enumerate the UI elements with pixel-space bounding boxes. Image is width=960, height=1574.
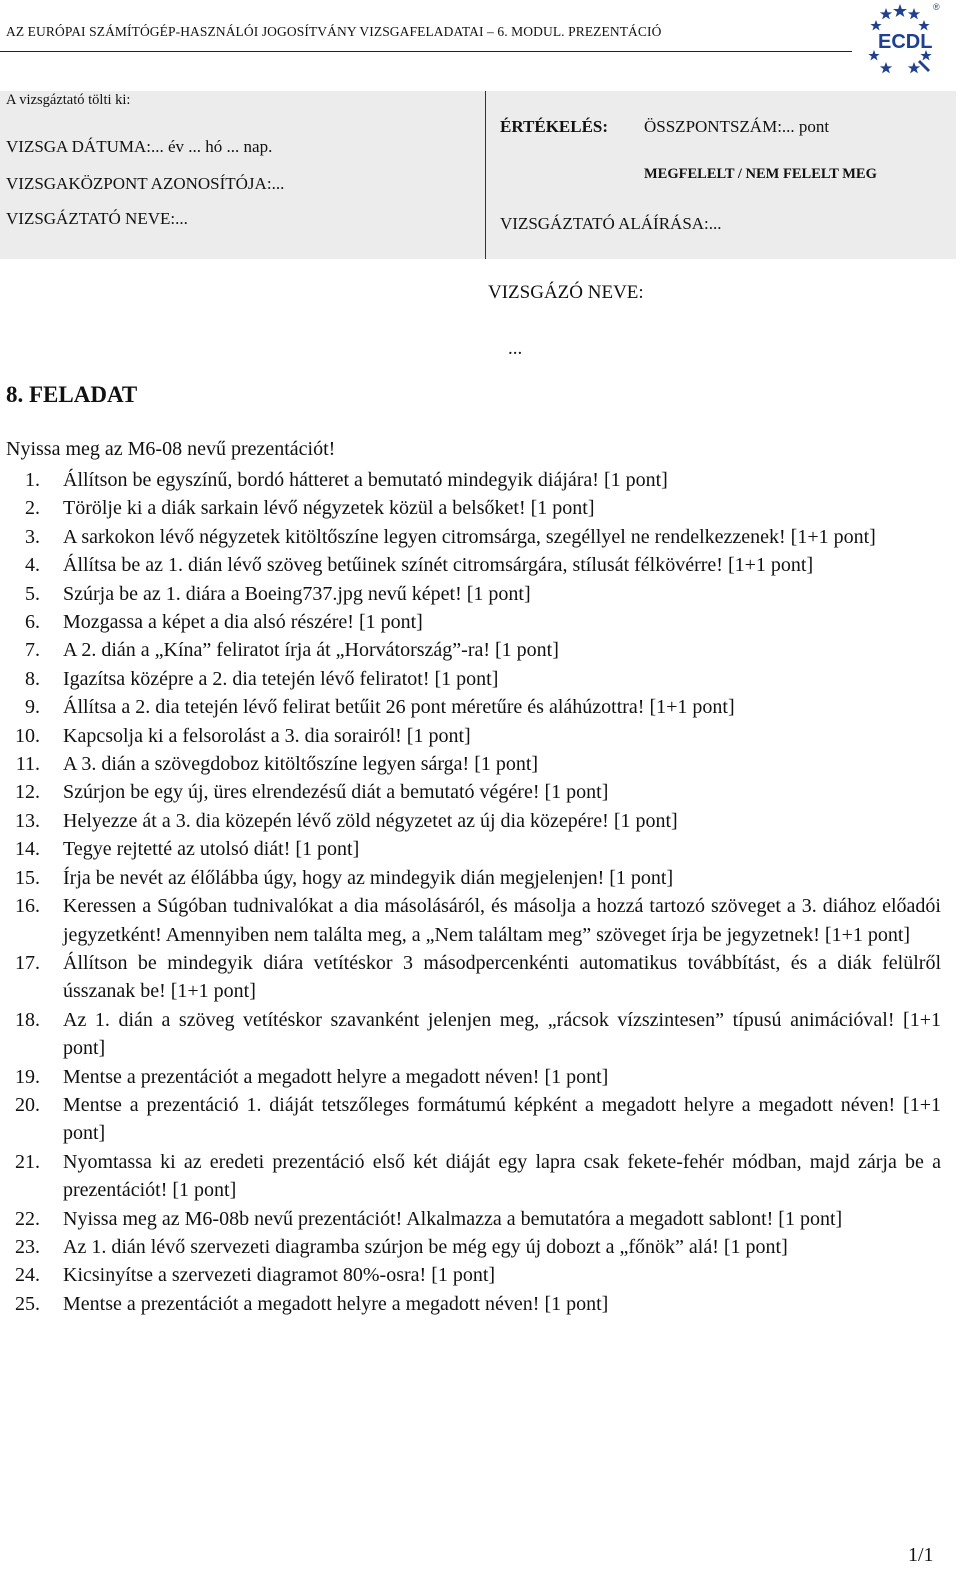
task-item-number: 3. (25, 525, 40, 548)
ecdl-logo (860, 0, 944, 76)
task-item-number: 24. (15, 1264, 40, 1287)
task-item (0, 1205, 941, 1233)
task-item (0, 807, 941, 835)
task-item (0, 580, 941, 608)
task-intro: Nyissa meg az M6-08 nevű prezentációt! (6, 438, 336, 460)
examiner-signature-row (500, 214, 722, 234)
exam-center-label: VIZSGAKÖZPONT AZONOSÍTÓJA: (6, 174, 272, 193)
task-item-text: Nyissa meg az M6-08b nevű prezentációt! Alkalmazza a bemutatóra a megadott sablont! [1 pont] (63, 1207, 843, 1230)
total-score-row (644, 117, 829, 137)
task-item (0, 949, 941, 1006)
header-divider (0, 51, 852, 52)
task-item-text: Állítson be egyszínű, bordó hátteret a bemutató mindegyik diájára! [1 pont] (63, 469, 668, 491)
task-item-text: Szúrja be az 1. diára a Boeing737.jpg nevű képet! [1 pont] (63, 582, 531, 605)
task-item-text: A 3. dián a szövegdoboz kitöltőszíne legyen sárga! [1 pont] (63, 753, 539, 776)
examiner-name-row (6, 209, 188, 229)
task-item-number: 4. (25, 554, 40, 577)
task-item-number: 6. (25, 611, 40, 634)
task-item-text: A sarkokon lévő négyzetek kitöltőszíne legyen citromsárga, szegéllyel ne rendelkezzenek! [1+1 pont] (63, 525, 876, 548)
task-item (0, 835, 941, 863)
task-item-number: 17. (15, 951, 40, 974)
task-item (0, 778, 941, 806)
task-item-number: 19. (15, 1065, 40, 1088)
total-score-label: ÖSSZPONTSZÁM: (644, 117, 782, 136)
task-item-number: 13. (15, 809, 40, 832)
registered-mark: ® (933, 2, 940, 12)
task-item (0, 1290, 941, 1318)
task-item (0, 750, 941, 778)
task-item-text: Helyezze át a 3. dia közepén lévő zöld négyzetet az új dia közepére! [1 pont] (63, 809, 678, 832)
task-item-number: 23. (15, 1235, 40, 1258)
total-score-value: ... pont (781, 117, 830, 136)
task-item-number: 7. (25, 639, 40, 662)
task-item-text: Kicsinyítse a szervezeti diagramot 80%-osra! [1 pont] (63, 1264, 496, 1287)
task-item-number: 22. (15, 1207, 40, 1230)
task-item-text: Az 1. dián lévő szervezeti diagramba szúrjon be még egy új dobozt a „főnök” alá! [1 pont] (63, 1235, 788, 1258)
task-item-number: 25. (15, 1292, 40, 1315)
task-item-text: Mentse a prezentációt a megadott helyre a megadott néven! [1 pont] (63, 1065, 609, 1088)
task-item-text: Kapcsolja ki a felsorolást a 3. dia sorairól! [1 pont] (63, 724, 471, 747)
task-item-text: Mozgassa a képet a dia alsó részére! [1 pont] (63, 611, 423, 634)
task-item-number: 2. (25, 497, 40, 520)
task-item-number: 20. (15, 1093, 40, 1116)
exam-center-value: ... (271, 174, 285, 193)
document-header-title: AZ EURÓPAI SZÁMÍTÓGÉP-HASZNÁLÓI JOGOSÍTVÁNY VIZSGAFELADATAI – 6. MODUL. PREZENTÁCIÓ (6, 24, 662, 39)
task-item-text: Keressen a Súgóban tudnivalókat a dia másolásáról, és másolja a hozzá tartozó szöveget a 3. diához előadói jegyzetként! Amennyiben nem találta meg, a „Nem találtam meg” szöveget írja be jegyzetnek! [1+1 pont] (63, 895, 941, 946)
task-item-number: 1. (25, 469, 40, 491)
task-item-number: 18. (15, 1008, 40, 1031)
task-item-text: Tegye rejtetté az utolsó diát! [1 pont] (63, 838, 360, 861)
page-number: 1/1 (908, 1544, 934, 1566)
examiner-signature-value: ... (708, 214, 722, 233)
task-item (0, 1233, 941, 1261)
task-item-text: Mentse a prezentációt a megadott helyre a megadott néven! [1 pont] (63, 1292, 609, 1315)
task-item-text: Állítson be mindegyik diára vetítéskor 3 másodpercenkénti automatikus továbbítást, és a diák felülről ússzanak be! [1+1 pont] (63, 951, 941, 1003)
fill-note: A vizsgáztató tölti ki: (6, 92, 131, 108)
task-item-number: 10. (15, 724, 40, 747)
cursor-icon (918, 60, 930, 72)
task-item (0, 892, 941, 949)
candidate-name-label: VIZSGÁZÓ NEVE: (488, 282, 644, 303)
examiner-name-label: VIZSGÁZTATÓ NEVE: (6, 209, 176, 228)
task-item-text: Az 1. dián a szöveg vetítéskor szavanként jelenjen meg, „rácsok vízszintesen” típusú animációval! [1+1 pont] (63, 1008, 941, 1060)
task-item-text: Állítsa be az 1. dián lévő szöveg betűinek színét citromsárgára, stílusát félkövérre! [1+1 pont] (63, 554, 814, 577)
task-item-number: 14. (15, 838, 40, 861)
task-item (0, 1148, 941, 1205)
task-item-number: 15. (15, 866, 40, 889)
task-item-number: 5. (25, 582, 40, 605)
task-item (0, 1091, 941, 1148)
task-item (0, 551, 941, 579)
task-item-number: 21. (15, 1150, 40, 1173)
task-item (0, 466, 941, 494)
task-item-number: 11. (15, 753, 40, 776)
task-item (0, 693, 941, 721)
task-item (0, 665, 941, 693)
task-item-text: Törölje ki a diák sarkain lévő négyzetek közül a belsőket! [1 pont] (63, 497, 595, 520)
candidate-name-value: ... (508, 338, 523, 359)
task-item-text: Nyomtassa ki az eredeti prezentáció első két diáját egy lapra csak fekete-fehér módban, majd zárja be a prezentációt! [1 pont] (63, 1150, 941, 1202)
task-item-number: 8. (25, 667, 40, 690)
task-item (0, 608, 941, 636)
task-item (0, 1261, 941, 1289)
task-item (0, 494, 941, 522)
task-item (0, 722, 941, 750)
task-item-text: Írja be nevét az élőlábba úgy, hogy az mindegyik dián megjelenjen! [1 pont] (63, 866, 674, 889)
task-item-text: A 2. dián a „Kína” feliratot írja át „Horvátország”-ra! [1 pont] (63, 639, 559, 662)
task-item (0, 636, 941, 664)
logo-text: ECDL (878, 31, 933, 53)
task-item-number: 9. (25, 696, 40, 719)
exam-date-value: ... év ... hó ... nap. (150, 137, 273, 156)
task-item-text: Állítsa a 2. dia tetején lévő felirat betűit 26 pont méretűre és aláhúzottra! [1+1 pont] (63, 696, 735, 719)
task-item-text: Mentse a prezentáció 1. diáját tetszőleges formátumú képként a megadott helyre a megadott néven! [1+1 pont] (63, 1093, 941, 1145)
task-item (0, 864, 941, 892)
task-item-number: 16. (15, 895, 40, 918)
result-label: MEGFELELT / NEM FELELT MEG (644, 166, 877, 182)
examiner-signature-label: VIZSGÁZTATÓ ALÁÍRÁSA: (500, 214, 709, 233)
task-item (0, 1063, 941, 1091)
exam-info-divider (485, 91, 486, 259)
exam-date-label: VIZSGA DÁTUMA: (6, 137, 151, 156)
task-item-text: Igazítsa középre a 2. dia tetején lévő feliratot! [1 pont] (63, 667, 499, 690)
task-title: 8. FELADAT (6, 382, 138, 407)
examiner-name-value: ... (175, 209, 188, 228)
exam-center-row (6, 174, 284, 194)
task-item-number: 12. (15, 781, 40, 804)
task-list (0, 466, 960, 1318)
task-item (0, 1006, 941, 1063)
exam-date-row (6, 137, 272, 157)
task-item-text: Szúrjon be egy új, üres elrendezésű diát a bemutató végére! [1 pont] (63, 781, 609, 804)
task-item (0, 523, 941, 551)
evaluation-label: ÉRTÉKELÉS: (500, 117, 609, 136)
